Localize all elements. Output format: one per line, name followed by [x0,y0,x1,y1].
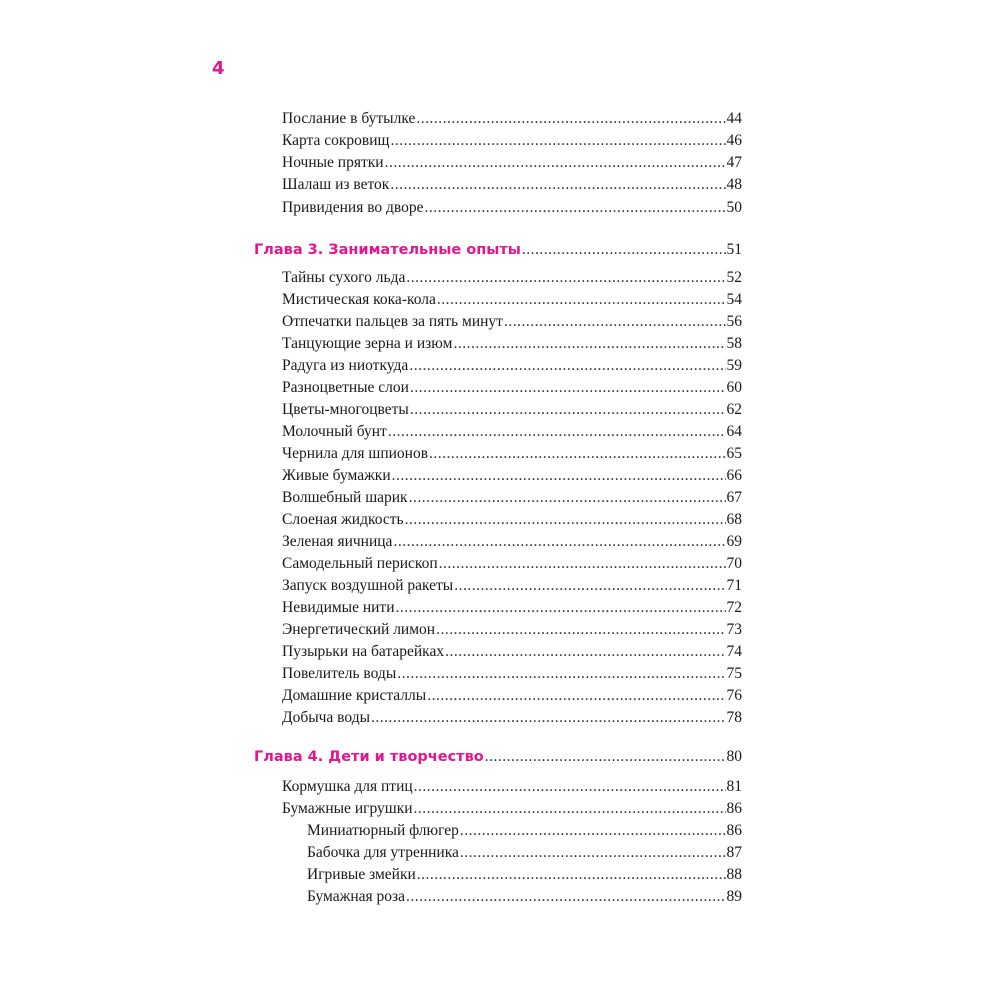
toc-entry[interactable] [282,334,742,354]
toc-entry[interactable] [282,444,742,464]
toc-entry[interactable] [282,488,742,508]
toc-entry-title: Пузырьки на батарейках [282,643,445,660]
toc-subentry[interactable] [307,865,742,885]
toc-entry-title: Карта сокровищ [282,132,390,149]
toc-chapter-4[interactable] [254,747,742,767]
toc-entry-title: Цветы-многоцветы [282,401,409,418]
toc-entry[interactable] [282,708,742,728]
dot-leader [388,422,726,442]
toc-entry-page: 64 [726,423,742,440]
toc-entry-page: 73 [726,621,742,638]
toc-entry[interactable] [282,153,742,173]
toc-entry-page: 86 [726,822,742,839]
toc-entry-page: 65 [726,445,742,462]
dot-leader [396,598,726,618]
toc-entry-page: 78 [726,709,742,726]
toc-entry-title: Домашние кристаллы [282,687,427,704]
dot-leader [393,532,725,552]
toc-entry-title: Послание в бутылке [282,110,416,127]
dot-leader [453,334,725,354]
chapter-title: Глава 4. Дети и творчество [254,749,484,765]
toc-entry-title: Мистическая кока-кола [282,291,436,308]
toc-entry-title: Привидения во дворе [282,199,424,216]
dot-leader [391,131,726,151]
dot-leader [405,510,726,530]
toc-entry[interactable] [282,532,742,552]
toc-entry-page: 87 [726,844,742,861]
dot-leader [371,708,726,728]
toc-entry[interactable] [282,109,742,129]
toc-entry-title: Тайны сухого льда [282,269,406,286]
dot-leader [397,664,725,684]
dot-leader [410,400,726,420]
toc-entry-page: 59 [726,357,742,374]
toc-entry[interactable] [282,799,742,819]
toc-entry-title: Самодельный перископ [282,555,438,572]
toc-entry[interactable] [282,777,742,797]
toc-entry[interactable] [282,290,742,310]
toc-subentry[interactable] [307,821,742,841]
toc-entry[interactable] [282,175,742,195]
dot-leader [485,747,726,767]
toc-entry[interactable] [282,131,742,151]
toc-entry-title: Живые бумажки [282,467,391,484]
toc-entry[interactable] [282,312,742,332]
toc-entry-page: 88 [726,866,742,883]
toc-entry-title: Ночные прятки [282,154,384,171]
chapter-page: 80 [726,748,742,765]
dot-leader [436,620,725,640]
dot-leader [504,312,726,332]
toc-entry-title: Повелитель воды [282,665,397,682]
toc-entry[interactable] [282,422,742,442]
toc-subentry[interactable] [307,887,742,907]
dot-leader [522,240,726,260]
toc-entry-title: Игривые змейки [307,866,416,883]
toc-entry-page: 86 [726,800,742,817]
chapter-title: Глава 3. Занимательные опыты [254,242,521,258]
toc-entry-title: Зеленая яичница [282,533,393,550]
toc-entry[interactable] [282,510,742,530]
dot-leader [454,576,725,596]
toc-chapter-3[interactable] [254,240,742,260]
toc-entry-page: 67 [726,489,742,506]
toc-entry-page: 71 [726,577,742,594]
toc-entry[interactable] [282,268,742,288]
dot-leader [460,821,726,841]
toc-entry[interactable] [282,576,742,596]
toc-entry-page: 75 [726,665,742,682]
toc-entry-title: Танцующие зерна и изюм [282,335,453,352]
toc-entry-page: 89 [726,888,742,905]
toc-entry-page: 69 [726,533,742,550]
toc-entry-page: 54 [726,291,742,308]
toc-entry-title: Кормушка для птиц [282,778,413,795]
toc-entry[interactable] [282,686,742,706]
toc-entry-page: 72 [726,599,742,616]
dot-leader [406,887,725,907]
toc-entry-title: Шалаш из веток [282,176,390,193]
toc-entry-title: Чернила для шпионов [282,445,429,462]
toc-entry[interactable] [282,620,742,640]
toc-entry[interactable] [282,400,742,420]
dot-leader [425,198,726,218]
toc-entry-title: Радуга из ниоткуда [282,357,409,374]
toc-entry-page: 62 [726,401,742,418]
toc-entry-page: 74 [726,643,742,660]
dot-leader [427,686,725,706]
dot-leader [385,153,726,173]
toc-entry[interactable] [282,642,742,662]
dot-leader [406,268,725,288]
toc-entry-title: Запуск воздушной ракеты [282,577,454,594]
toc-entry-page: 46 [726,132,742,149]
dot-leader [390,175,725,195]
chapter-page: 51 [726,241,742,258]
toc-entry-page: 60 [726,379,742,396]
toc-entry[interactable] [282,466,742,486]
toc-entry[interactable] [282,554,742,574]
toc-entry-page: 58 [726,335,742,352]
toc-entry-page: 44 [726,110,742,127]
dot-leader [445,642,725,662]
toc-entry-title: Отпечатки пальцев за пять минут [282,313,503,330]
toc-entry-title: Добыча воды [282,709,370,726]
toc-entry-title: Миниатюрный флюгер [307,822,459,839]
dot-leader [392,466,726,486]
dot-leader [437,290,726,310]
toc-entry-page: 70 [726,555,742,572]
toc-entry-page: 52 [726,269,742,286]
dot-leader [417,865,726,885]
toc-entry-title: Энергетический лимон [282,621,436,638]
toc-entry-page: 76 [726,687,742,704]
toc-entry-title: Бабочка для утренника [307,844,459,861]
toc-entry-page: 56 [726,313,742,330]
dot-leader [460,843,726,863]
toc-entry-page: 66 [726,467,742,484]
toc-entry-title: Волшебный шарик [282,489,408,506]
toc-entry[interactable] [282,378,742,398]
dot-leader [409,488,726,508]
toc-subentry[interactable] [307,843,742,863]
dot-leader [416,109,725,129]
toc-entry-page: 48 [726,176,742,193]
dot-leader [439,554,726,574]
dot-leader [414,777,726,797]
toc-entry-page: 47 [726,154,742,171]
dot-leader [409,356,725,376]
toc-entry[interactable] [282,598,742,618]
toc-entry-page: 50 [726,199,742,216]
toc-entry-title: Бумажные игрушки [282,800,413,817]
dot-leader [410,378,726,398]
toc-entry[interactable] [282,356,742,376]
toc-entry-title: Разноцветные слои [282,379,409,396]
toc-entry-title: Бумажная роза [307,888,406,905]
toc-entry-page: 81 [726,778,742,795]
toc-entry-title: Невидимые нити [282,599,395,616]
dot-leader [429,444,725,464]
page-number: 4 [212,58,225,79]
toc-entry[interactable] [282,198,742,218]
toc-entry[interactable] [282,664,742,684]
toc-entry-page: 68 [726,511,742,528]
toc-entry-title: Молочный бунт [282,423,387,440]
dot-leader [414,799,726,819]
toc-entry-title: Слоеная жидкость [282,511,404,528]
